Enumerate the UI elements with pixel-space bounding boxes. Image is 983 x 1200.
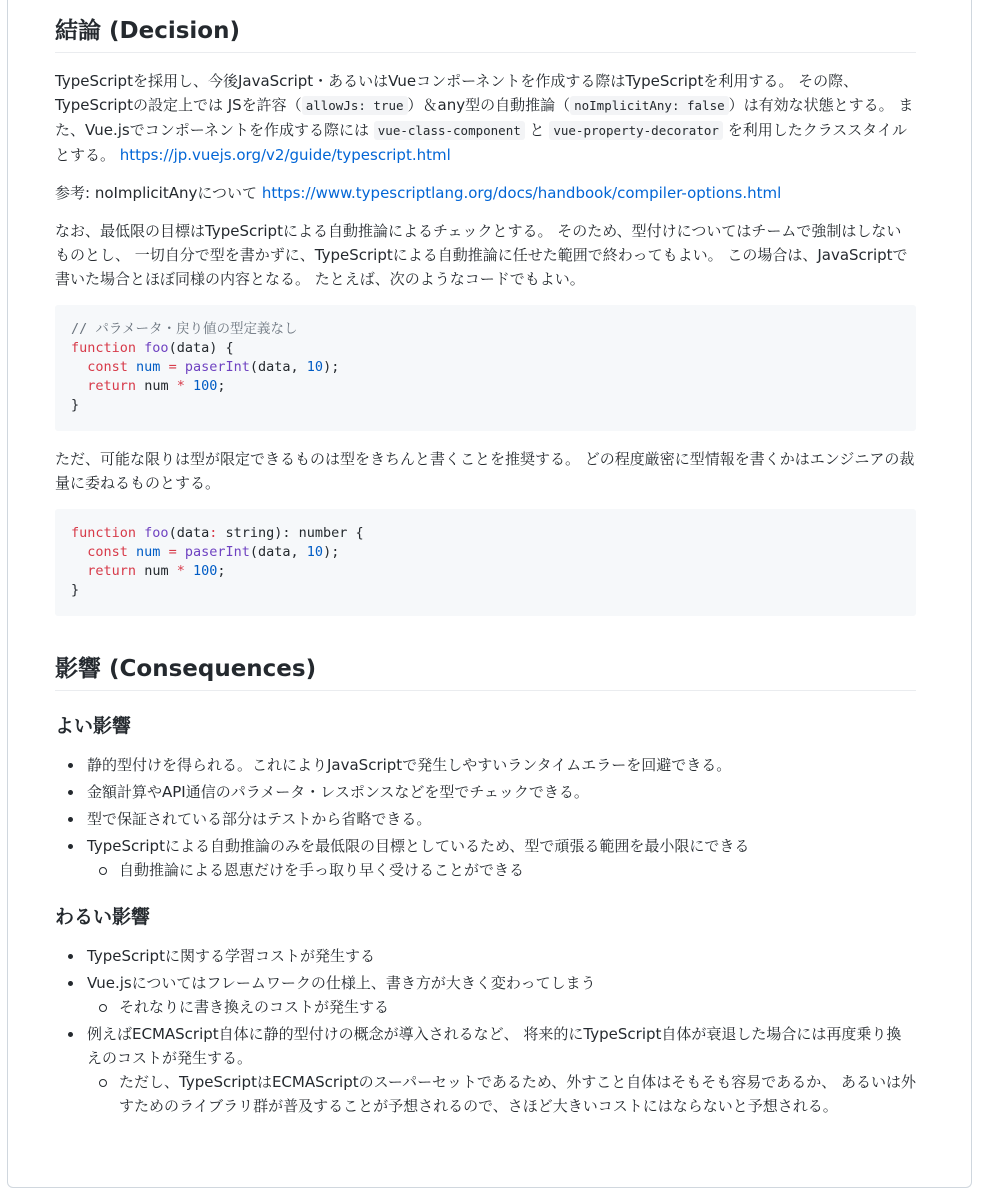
markdown-body [55,0,916,1121]
decision-paragraph-2: 参考: noImplicitAnyについて https://www.typescriptlang.org/docs/handbook/compiler-options.html [55,184,782,202]
list-item: TypeScriptによる自動推論のみを最低限の目標としているため、型で頑張る範囲を最小限にできる 自動推論による恩恵だけを手っ取り早く受けることができる [55,834,916,882]
inline-code-vue-class-component: vue-class-component [374,121,525,140]
inline-code-allowjs: allowJs: true [302,96,408,115]
decision-paragraph-4: ただ、可能な限りは型が限定できるものは型をきちんと書くことを推奨する。 どの程度厳密に型情報を書くかはエンジニアの裁量に委ねるものとする。 [55,450,915,492]
decision-paragraph-1: TypeScriptを採用し、今後JavaScript・あるいはVueコンポーネントを作成する際はTypeScriptを利用する。 その際、TypeScriptの設定上では JSを許容（ allowJs: true ）＆any型の自動推論（ noImplicitAny: false ）は有効な状態とする。 また、Vue.jsでコンポーネントを作成する際には vue-class-component と vue-property-decorator を利用したクラススタイルとする。 https://jp.vuejs.org/v2/guide/typescript.html [55,72,914,164]
vuejs-typescript-guide-link[interactable]: https://jp.vuejs.org/v2/guide/typescript.html [119,146,451,164]
nested-list [87,995,916,1019]
bad-effects-heading: わるい影響 [55,906,151,928]
list-item: TypeScriptに関する学習コストが発生する [55,944,916,968]
good-effects-list [55,753,916,882]
nested-list-item: 自動推論による恩恵だけを手っ取り早く受けることができる [87,858,916,882]
compiler-options-link[interactable]: https://www.typescriptlang.org/docs/handbook/compiler-options.html [261,184,782,202]
inline-code-vue-property-decorator: vue-property-decorator [549,121,723,140]
decision-paragraph-3: なお、最低限の目標はTypeScriptによる自動推論によるチェックとする。 そのため、型付けについてはチームで強制はしないものとし、 一切自分で型を書かずに、TypeScriptによる自動推論に任せた範囲で終わってもよい。 この場合は、JavaScriptで書いた場合とほぼ同様の内容となる。 たとえば、次のようなコードでもよい。 [55,222,908,288]
list-item: 静的型付けを得られる。これによりJavaScriptで発生しやすいランタイムエラーを回避できる。 [55,753,916,777]
code-block-untyped: // パラメータ・戻り値の型定義なし function foo(data) { const num = paserInt(data, 10); return num * 100; } [55,305,916,431]
nested-list-item: ただし、TypeScriptはECMAScriptのスーパーセットであるため、外すこと自体はそもそも容易であるか、 あるいは外すためのライブラリ群が普及することが予想されるので、さほど大きいコストにはならないと予想される。 [87,1070,916,1118]
list-item: 型で保証されている部分はテストから省略できる。 [55,807,916,831]
list-item: 金額計算やAPI通信のパラメータ・レスポンスなどを型でチェックできる。 [55,780,916,804]
decision-heading: 結論 (Decision) [55,0,916,53]
list-item: 例えばECMAScript自体に静的型付けの概念が導入されるなど、 将来的にTypeScript自体が衰退した場合には再度乗り換えのコストが発生する。 ただし、TypeScriptはECMAScriptのスーパーセットであるため、外すこと自体はそもそも容易であるか、 あるいは外すためのライブラリ群が普及することが予想されるので、さほど大きいコストにはならないと予想される。 [55,1022,916,1118]
nested-list [87,1070,916,1118]
code-block-typed: function foo(data: string): number { const num = paserInt(data, 10); return num * 100; } [55,509,916,616]
nested-list [87,858,916,882]
nested-list-item: それなりに書き換えのコストが発生する [87,995,916,1019]
list-item: Vue.jsについてはフレームワークの仕様上、書き方が大きく変わってしまう それなりに書き換えのコストが発生する [55,971,916,1019]
bad-effects-list [55,944,916,1118]
inline-code-noimplicitany: noImplicitAny: false [570,96,729,115]
good-effects-heading: よい影響 [55,715,132,737]
consequences-heading: 影響 (Consequences) [55,632,916,691]
